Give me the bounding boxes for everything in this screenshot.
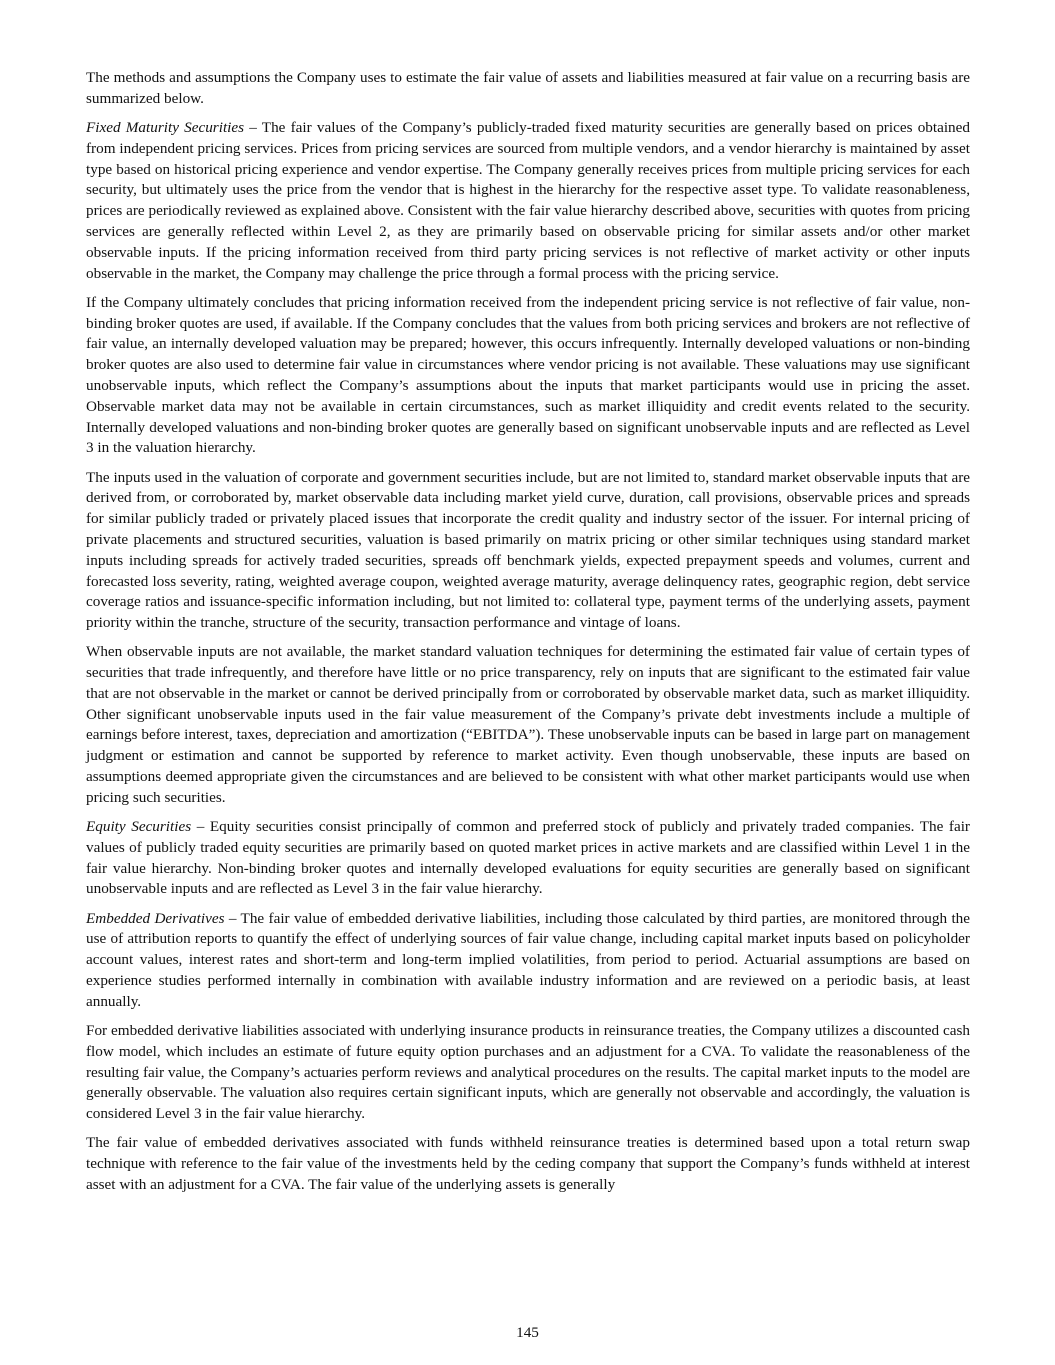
paragraph-lead-heading: Fixed Maturity Securities	[86, 118, 245, 136]
paragraph-text: For embedded derivative liabilities associated with underlying insurance products in reinsurance treaties, the Company utilizes a discounted cash flow model, which includes an estimate of future equity option purchases and an adjustment for a CVA. To validate the reasonableness of the resulting fair value, the Company’s actuaries perform reviews and analytical procedures on the results. The capital market inputs to the model are generally observable. The valuation also requires certain significant inputs, which are generally not observable and accordingly, the valuation is considered Level 3 in the fair value hierarchy.	[86, 1022, 970, 1123]
paragraph-text: – The fair values of the Company’s publicly-traded fixed maturity securities are generally based on prices obtained from independent pricing services. Prices from pricing services are sourced from multiple vendors, and a vendor hierarchy is maintained by asset type based on historical pricing experience and vendor expertise. The Company generally receives prices from multiple pricing services for each security, but ultimately uses the price from the vendor that is highest in the hierarchy for the respective asset type. To validate reasonableness, prices are periodically reviewed as explained above. Consistent with the fair value hierarchy described above, securities with quotes from pricing services are generally reflected within Level 2, as they are primarily based on observable pricing for similar assets and/or other market observable inputs. If the pricing information received from third party pricing services is not reflective of market activity or other inputs observable in the market, the Company may challenge the price through a formal process with the pricing service.	[86, 118, 970, 282]
document-body	[86, 68, 970, 1204]
paragraph-text: – Equity securities consist principally of common and preferred stock of publicly and privately traded companies. The fair values of publicly traded equity securities are primarily based on quoted market prices in active markets and are classified within Level 1 in the fair value hierarchy. Non-binding broker quotes and internally developed evaluations for equity securities are generally based on significant unobservable inputs and are reflected as Level 3 in the fair value hierarchy.	[86, 818, 970, 898]
paragraph-valuation-inputs	[86, 468, 970, 634]
paragraph-intro	[86, 68, 970, 110]
paragraph-text: – The fair value of embedded derivative liabilities, including those calculated by third parties, are monitored through the use of attribution reports to quantify the effect of underlying sources of fair value change, including capital market inputs based on policyholder account values, interest rates and short-term and long-term implied volatilities, from period to period. Actuarial assumptions are based on experience studies performed internally in combination with available industry information and are reviewed on a periodic basis, at least annually.	[86, 909, 970, 1010]
paragraph-lead-heading: Embedded Derivatives	[86, 909, 225, 927]
paragraph-text: The methods and assumptions the Company uses to estimate the fair value of assets and liabilities measured at fair value on a recurring basis are summarized below.	[86, 69, 970, 107]
paragraph-text: When observable inputs are not available, the market standard valuation techniques for determining the estimated fair value of certain types of securities that trade infrequently, and therefore have little or no price transparency, rely on inputs that are significant to the estimated fair value that are not observable in the market or cannot be derived principally from or corroborated by observable market data, such as market illiquidity. Other significant unobservable inputs used in the fair value measurement of the Company’s private debt investments include a multiple of earnings before interest, taxes, depreciation and amortization (“EBITDA”). These unobservable inputs can be based in large part on management judgment or estimation and cannot be supported by reference to market activity. Even though unobservable, these inputs are based on assumptions deemed appropriate given the circumstances and are believed to be consistent with what other market participants would use when pricing such securities.	[86, 643, 970, 806]
paragraph-lead-heading: Equity Securities	[86, 818, 192, 836]
paragraph-text: If the Company ultimately concludes that pricing information received from the independent pricing service is not reflective of fair value, non-binding broker quotes are used, if available. If the Company concludes that the values from both pricing services and brokers are not reflective of fair value, an internally developed valuation may be prepared; however, this occurs infrequently. Internally developed valuations or non-binding broker quotes are also used to determine fair value in circumstances where vendor pricing is not available. These valuations may use significant unobservable inputs, which reflect the Company’s assumptions about the inputs that market participants would use in pricing the asset. Observable market data may not be available in certain circumstances, such as market illiquidity and credit events related to the security. Internally developed valuations and non-binding broker quotes are generally based on significant unobservable inputs and are reflected as Level 3 in the valuation hierarchy.	[86, 293, 970, 457]
paragraph-fixed-maturity	[86, 118, 970, 284]
paragraph-unobservable-inputs	[86, 642, 970, 808]
paragraph-text: The fair value of embedded derivatives associated with funds withheld reinsurance treaties is determined based upon a total return swap technique with reference to the fair value of the investments held by the ceding company that support the Company’s funds withheld at interest asset with an adjustment for a CVA. The fair value of the underlying assets is generally	[86, 1134, 970, 1193]
paragraph-text: The inputs used in the valuation of corporate and government securities include, but are not limited to, standard market observable inputs that are derived from, or corroborated by, market observable data including market yield curve, duration, call provisions, observable prices and spreads for similar publicly traded or privately placed issues that incorporate the credit quality and industry sector of the issuer. For internal pricing of private placements and structured securities, valuation is based primarily on matrix pricing or other similar techniques using standard market inputs including spreads for actively traded securities, spreads off benchmark yields, expected prepayment speeds and volumes, current and forecasted loss severity, rating, weighted average coupon, weighted average maturity, average delinquency rates, geographic region, debt service coverage ratios and issuance-specific information including, but not limited to: collateral type, payment terms of the underlying assets, payment priority within the tranche, structure of the security, transaction performance and vintage of loans.	[86, 468, 970, 632]
paragraph-equity-securities	[86, 817, 970, 900]
paragraph-embedded-derivatives	[86, 909, 970, 1013]
paragraph-reinsurance-treaties	[86, 1021, 970, 1125]
page-number: 145	[516, 1324, 539, 1341]
paragraph-broker-quotes	[86, 293, 970, 459]
paragraph-funds-withheld	[86, 1133, 970, 1195]
